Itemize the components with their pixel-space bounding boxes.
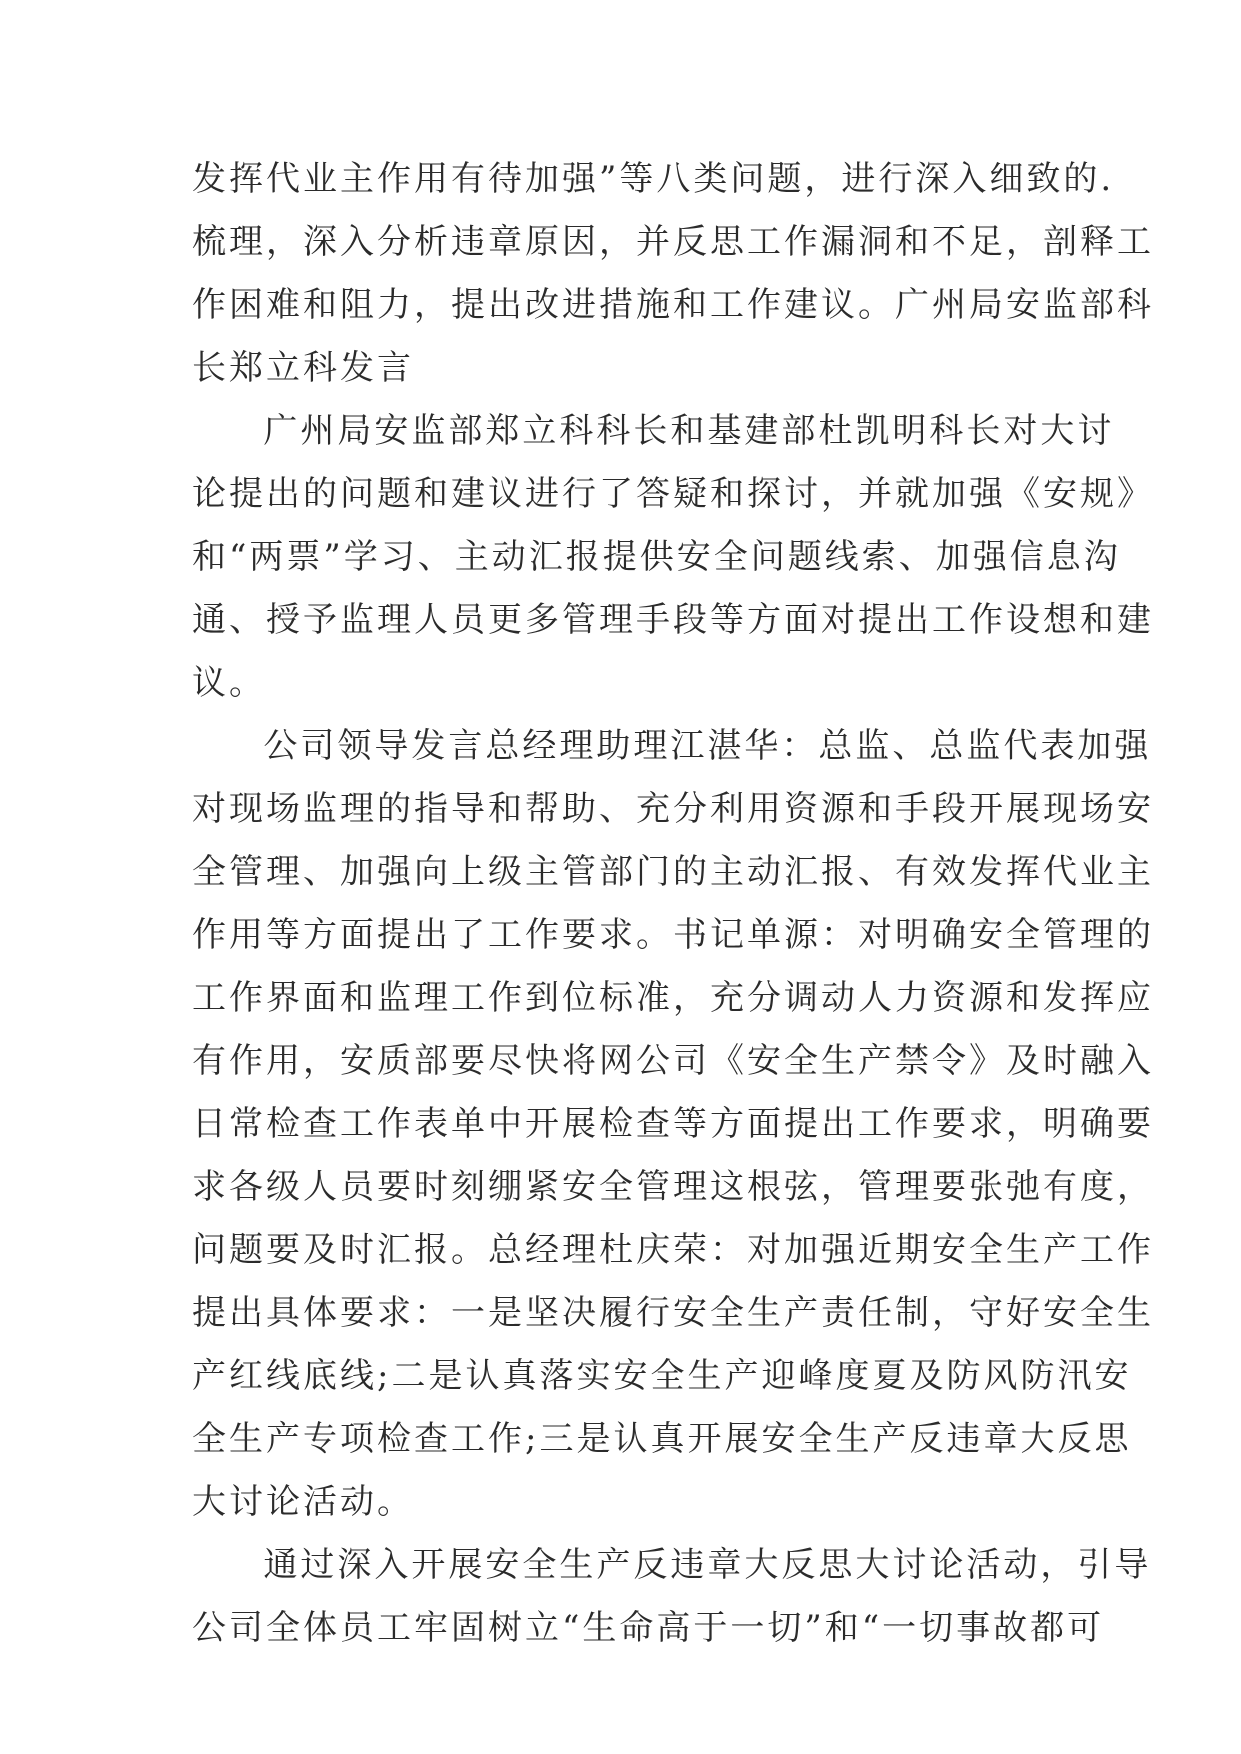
text-line: 求各级人员要时刻绷紧安全管理这根弦，管理要张弛有度， [192, 1167, 1154, 1207]
text-line: 提出具体要求：一是坚决履行安全生产责任制，守好安全生 [192, 1293, 1154, 1333]
text-line: 广州局安监部郑立科科长和基建部杜凯明科长对大讨 [263, 411, 1115, 451]
text-line: 作困难和阻力，提出改进措施和工作建议。广州局安监部科 [192, 285, 1154, 325]
paragraph [192, 148, 1154, 400]
text-line: 大讨论活动。 [192, 1482, 414, 1522]
text-line: 全生产专项检查工作;三是认真开展安全生产反违章大反思 [192, 1419, 1132, 1459]
text-line: 和“两票”学习、主动汇报提供安全问题线索、加强信息沟 [192, 537, 1121, 577]
text-line: 梳理，深入分析违章原因，并反思工作漏洞和不足，剖释工 [192, 222, 1154, 262]
text-line: 通、授予监理人员更多管理手段等方面对提出工作设想和建 [192, 600, 1154, 640]
text-line: 全管理、加强向上级主管部门的主动汇报、有效发挥代业主 [192, 852, 1154, 892]
text-line: 对现场监理的指导和帮助、充分利用资源和手段开展现场安 [192, 789, 1154, 829]
text-line: 公司全体员工牢固树立“生命高于一切”和“一切事故都可 [192, 1608, 1105, 1648]
text-line: 产红线底线;二是认真落实安全生产迎峰度夏及防风防汛安 [192, 1356, 1132, 1396]
text-line: 论提出的问题和建议进行了答疑和探讨，并就加强《安规》 [192, 474, 1154, 514]
text-line: 长郑立科发言 [192, 348, 414, 388]
text-line: 有作用，安质部要尽快将网公司《安全生产禁令》及时融入 [192, 1041, 1154, 1081]
paragraph [192, 400, 1154, 715]
text-line: 日常检查工作表单中开展检查等方面提出工作要求，明确要 [192, 1104, 1154, 1144]
text-line: 工作界面和监理工作到位标准，充分调动人力资源和发挥应 [192, 978, 1154, 1018]
text-line: 发挥代业主作用有待加强”等八类问题，进行深入细致的. [192, 159, 1115, 199]
document-body [192, 148, 1154, 1660]
paragraph [192, 715, 1154, 1534]
text-line: 公司领导发言总经理助理江湛华：总监、总监代表加强 [263, 726, 1152, 766]
text-line: 问题要及时汇报。总经理杜庆荣：对加强近期安全生产工作 [192, 1230, 1154, 1270]
text-line: 议。 [192, 663, 266, 703]
text-line: 通过深入开展安全生产反违章大反思大讨论活动，引导 [263, 1545, 1152, 1585]
paragraph [192, 1534, 1152, 1660]
text-line: 作用等方面提出了工作要求。书记单源：对明确安全管理的 [192, 915, 1154, 955]
